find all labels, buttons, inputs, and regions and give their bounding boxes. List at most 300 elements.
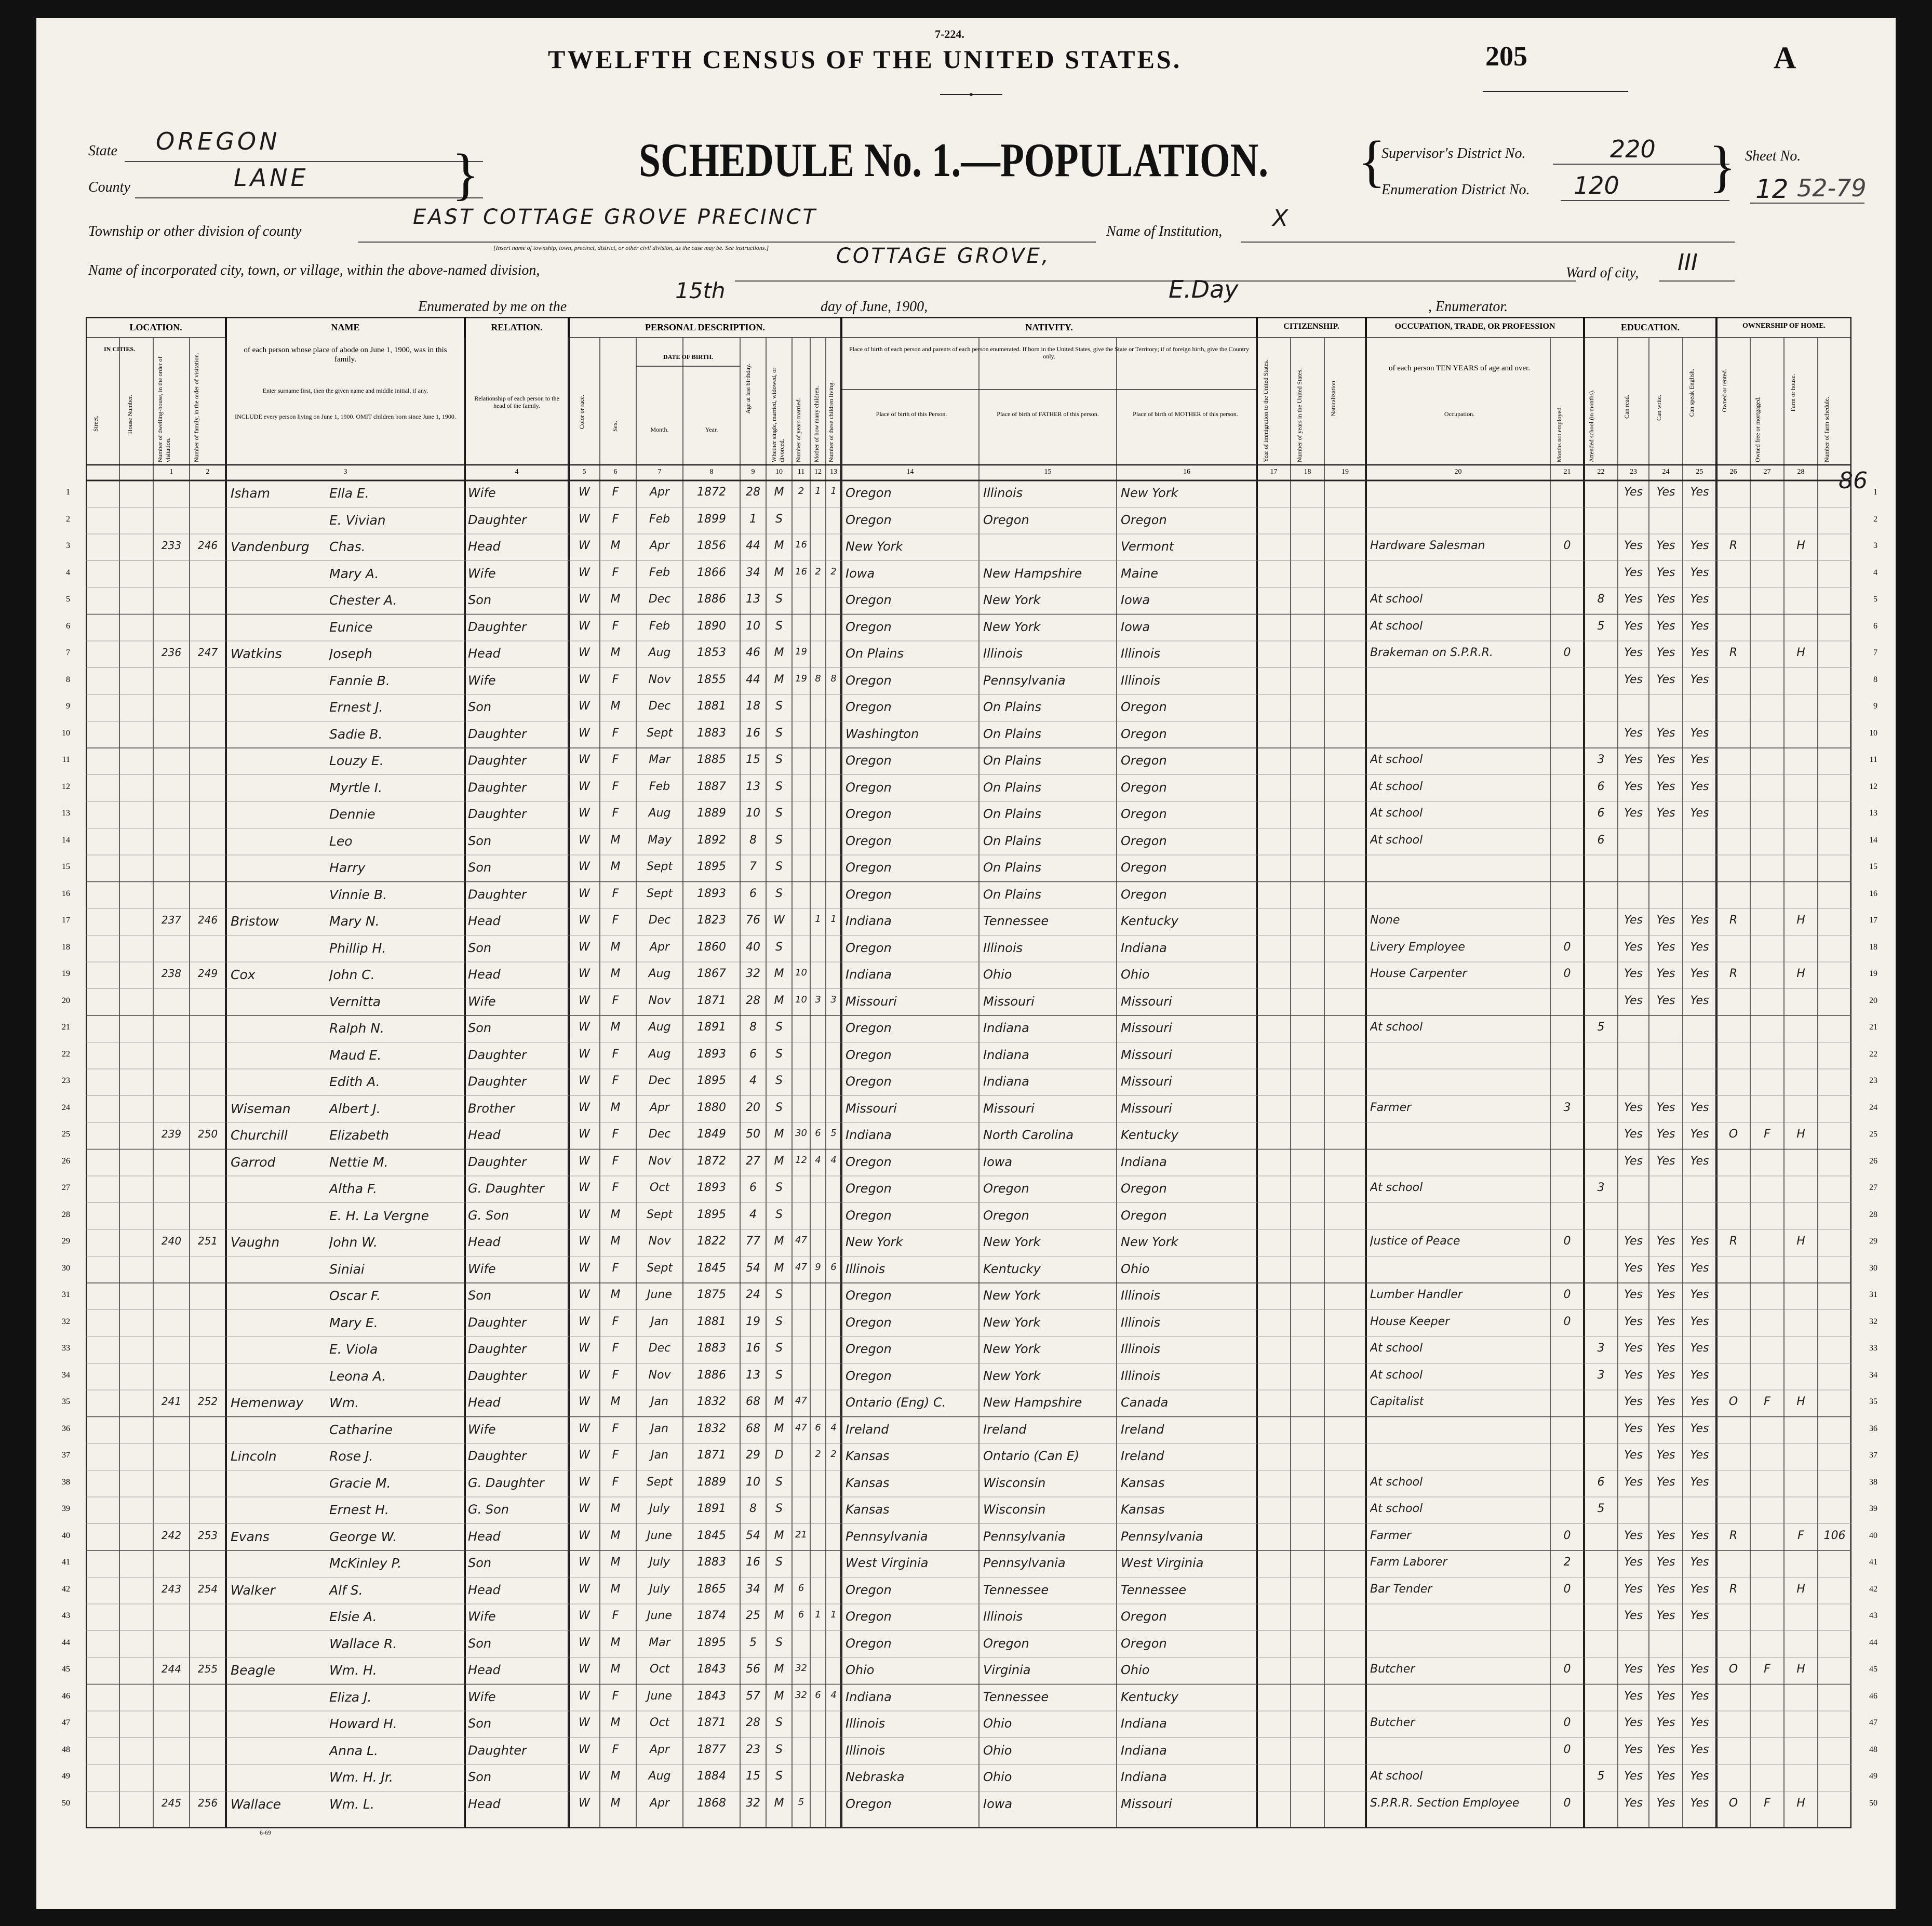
cell-age: 44 <box>746 539 760 552</box>
state-label: State <box>88 143 117 159</box>
cell-col: W <box>579 1609 590 1622</box>
family-number: 254 <box>197 1582 218 1595</box>
birthplace-person: Oregon <box>846 1181 892 1196</box>
cell-yr: 1856 <box>697 539 726 552</box>
birthplace-person: Kansas <box>846 1475 890 1490</box>
cell-sex: F <box>612 1449 619 1462</box>
birthplace-mother: Oregon <box>1121 1181 1167 1196</box>
column-number-13: 13 <box>830 468 837 476</box>
family-number: 249 <box>197 967 218 980</box>
cell-sex: M <box>610 700 621 713</box>
cell-col: W <box>579 1315 590 1328</box>
cell-yr: 1895 <box>697 1636 726 1649</box>
cell-mc: 4 <box>815 1154 821 1166</box>
line-number: 15 <box>62 862 70 871</box>
line-number-right: 37 <box>1869 1451 1877 1460</box>
line-number: 41 <box>62 1558 70 1567</box>
cell-age: 13 <box>746 1368 760 1382</box>
cell-mc: 2 <box>815 1449 821 1460</box>
birthplace-person: Pennsylvania <box>846 1529 928 1544</box>
relation: Head <box>468 1235 501 1249</box>
cell-un: 3 <box>1563 1101 1571 1114</box>
cap-can-write: Can write. <box>1655 395 1662 421</box>
cell-wr: Yes <box>1656 1582 1675 1596</box>
cell-yr: 1875 <box>697 1288 726 1301</box>
cell-wr: Yes <box>1656 1261 1675 1275</box>
line-number-right: 12 <box>1869 782 1877 791</box>
table-row <box>62 1524 1877 1551</box>
cell-wr: Yes <box>1656 1609 1675 1622</box>
cell-ms: S <box>775 1556 783 1569</box>
line-number: 34 <box>62 1370 70 1380</box>
cell-age: 76 <box>746 914 760 927</box>
group-personal: PERSONAL DESCRIPTION. <box>645 322 766 332</box>
line-number: 44 <box>62 1638 70 1647</box>
cell-fh: H <box>1796 1395 1805 1408</box>
line-number: 7 <box>66 648 70 657</box>
cell-col: W <box>579 566 590 579</box>
line-number-right: 21 <box>1869 1023 1877 1032</box>
cell-yr: 1871 <box>697 1449 726 1462</box>
cell-ym: 6 <box>798 1582 804 1594</box>
given-name: Elsie A. <box>329 1609 377 1624</box>
birthplace-father: New Hampshire <box>983 566 1082 581</box>
table-row <box>62 1711 1877 1738</box>
cell-ms: S <box>775 1181 783 1194</box>
dob-month: Month. <box>650 426 669 433</box>
birthplace-mother: Illinois <box>1121 673 1161 688</box>
table-row <box>62 962 1877 989</box>
birthplace-father: Tennessee <box>983 1689 1049 1704</box>
surname: Wallace <box>231 1796 281 1812</box>
cell-col: W <box>579 1796 590 1810</box>
line-number-right: 41 <box>1869 1558 1877 1567</box>
cell-wr: Yes <box>1656 673 1675 686</box>
cell-age: 16 <box>746 726 760 740</box>
cell-sc: 5 <box>1597 1021 1605 1034</box>
given-name: Anna L. <box>329 1743 378 1758</box>
cell-age: 54 <box>746 1261 760 1275</box>
relation: Head <box>468 539 501 554</box>
table-row <box>62 1577 1877 1604</box>
line-number-right: 18 <box>1869 942 1877 952</box>
cell-rd: Yes <box>1624 967 1643 980</box>
birthplace-father: Indiana <box>983 1074 1029 1089</box>
table-row <box>62 1390 1877 1417</box>
cell-yr: 1832 <box>697 1422 726 1435</box>
cell-un: 0 <box>1563 1796 1571 1810</box>
cell-sc: 3 <box>1597 1181 1605 1194</box>
cell-rd: Yes <box>1624 1609 1643 1622</box>
line-number-right: 36 <box>1869 1424 1877 1433</box>
occupation: Lumber Handler <box>1370 1288 1463 1301</box>
cell-en: Yes <box>1690 1235 1709 1248</box>
cell-rd: Yes <box>1624 1128 1643 1141</box>
cell-age: 40 <box>746 940 760 954</box>
table-row <box>62 1122 1877 1149</box>
birthplace-father: On Plains <box>983 726 1041 741</box>
cell-rd: Yes <box>1624 1261 1643 1275</box>
birthplace-mother: Missouri <box>1121 1074 1172 1089</box>
birthplace-mother: Oregon <box>1121 833 1167 848</box>
cell-col: W <box>579 1529 590 1542</box>
birthplace-person: Indiana <box>846 967 892 982</box>
surname: Watkins <box>231 646 282 661</box>
cell-mo: June <box>647 1689 672 1703</box>
line-number-right: 49 <box>1869 1772 1877 1781</box>
birthplace-mother: Missouri <box>1121 1047 1172 1062</box>
cell-mo: June <box>647 1609 672 1622</box>
table-row <box>62 1417 1877 1444</box>
cell-ms: M <box>774 1529 784 1542</box>
cell-ow: R <box>1729 1582 1738 1596</box>
occupation: Butcher <box>1370 1663 1415 1676</box>
cell-age: 46 <box>746 646 760 659</box>
birthplace-person: Indiana <box>846 914 892 928</box>
cell-rd: Yes <box>1624 1475 1643 1489</box>
cell-sex: F <box>612 753 619 766</box>
line-number-right: 8 <box>1873 675 1877 684</box>
family-number: 251 <box>197 1235 218 1247</box>
table-row <box>62 1015 1877 1042</box>
line-number: 22 <box>62 1049 70 1059</box>
group-in-cities: IN CITIES. <box>103 345 136 353</box>
cell-yr: 1885 <box>697 753 726 766</box>
relation: Daughter <box>468 1074 527 1089</box>
cap-farm-schedule: Number of farm schedule. <box>1823 397 1830 462</box>
relation: Daughter <box>468 1342 527 1356</box>
cell-sex: F <box>612 1154 619 1168</box>
birthplace-mother: Oregon <box>1121 726 1167 741</box>
given-name: Leona A. <box>329 1368 386 1384</box>
table-row <box>62 1310 1877 1337</box>
column-number-23: 23 <box>1630 468 1637 476</box>
group-ownership: OWNERSHIP OF HOME. <box>1742 322 1826 330</box>
enumeration-label: Enumeration District No. <box>1381 182 1530 198</box>
cell-wr: Yes <box>1656 1770 1675 1783</box>
table-row <box>62 721 1877 748</box>
cell-ym: 5 <box>798 1796 804 1808</box>
cell-ms: S <box>775 1716 783 1729</box>
given-name: George W. <box>329 1529 397 1544</box>
relation: Wife <box>468 1609 496 1624</box>
birthplace-mother: Missouri <box>1121 994 1172 1009</box>
cell-rd: Yes <box>1624 1154 1643 1168</box>
birthplace-person: New York <box>846 1235 903 1249</box>
birthplace-person: Oregon <box>846 1154 892 1169</box>
cell-col: W <box>579 1235 590 1248</box>
cell-col: W <box>579 1368 590 1382</box>
birthplace-person: Oregon <box>846 1021 892 1035</box>
cell-mo: Dec <box>648 593 671 606</box>
cap-street: Street. <box>92 416 99 432</box>
cell-un: 2 <box>1563 1556 1571 1569</box>
occupation: At school <box>1370 753 1423 766</box>
table-row <box>62 1283 1877 1310</box>
column-number-20: 20 <box>1454 468 1462 476</box>
birthplace-person: Oregon <box>846 887 892 902</box>
birthplace-person: Oregon <box>846 1047 892 1062</box>
cell-ms: S <box>775 512 783 526</box>
cell-mo: Apr <box>649 1101 670 1114</box>
cell-ms: S <box>775 593 783 606</box>
cell-ms: S <box>775 1475 783 1489</box>
occupation: Farmer <box>1370 1529 1412 1542</box>
cell-rd: Yes <box>1624 914 1643 927</box>
supervisor-label: Supervisor's District No. <box>1381 145 1526 162</box>
cell-col: W <box>579 994 590 1007</box>
cell-yr: 1883 <box>697 1556 726 1569</box>
cell-age: 27 <box>746 1154 760 1168</box>
cell-en: Yes <box>1690 1663 1709 1676</box>
birthplace-person: New York <box>846 539 903 554</box>
birthplace-mother: Kentucky <box>1121 1128 1178 1142</box>
line-number: 31 <box>62 1290 70 1299</box>
table-row <box>62 1069 1877 1096</box>
cell-age: 28 <box>746 994 760 1007</box>
cell-age: 10 <box>746 1475 760 1489</box>
cell-ms: S <box>775 1743 783 1756</box>
cell-col: W <box>579 780 590 793</box>
cell-cl: 5 <box>830 1128 837 1139</box>
cell-col: W <box>579 1475 590 1489</box>
cell-wr: Yes <box>1656 1796 1675 1810</box>
line-number-right: 15 <box>1869 862 1877 871</box>
column-number-6: 6 <box>613 468 618 476</box>
given-name: Altha F. <box>329 1181 378 1196</box>
line-number-right: 33 <box>1869 1344 1877 1353</box>
birthplace-person: Oregon <box>846 1796 892 1811</box>
cell-age: 4 <box>749 1074 757 1087</box>
occupation: Butcher <box>1370 1716 1415 1729</box>
title-ornament <box>556 90 1387 94</box>
line-number: 42 <box>62 1584 70 1594</box>
cell-yr: 1872 <box>697 486 726 499</box>
cell-age: 6 <box>749 1047 757 1061</box>
birthplace-father: On Plains <box>983 860 1041 875</box>
cell-ow: O <box>1728 1128 1738 1141</box>
given-name: Dennie <box>329 807 375 822</box>
birthplace-father: Oregon <box>983 1636 1029 1651</box>
cell-ms: S <box>775 700 783 713</box>
cell-sc: 6 <box>1597 833 1605 847</box>
birthplace-mother: Indiana <box>1121 1716 1167 1731</box>
cell-mo: Aug <box>648 1021 671 1034</box>
cap-can-read: Can read. <box>1623 395 1630 419</box>
cell-ms: W <box>773 914 785 927</box>
cell-wr: Yes <box>1656 1395 1675 1408</box>
cell-sex: F <box>612 1743 619 1756</box>
column-number-16: 16 <box>1183 468 1190 476</box>
occupation: At school <box>1370 1502 1423 1515</box>
given-name: Fannie B. <box>329 673 390 688</box>
cell-ms: S <box>775 860 783 873</box>
cell-col: W <box>579 1716 590 1729</box>
cell-ms: M <box>774 1235 784 1248</box>
group-occupation: OCCUPATION, TRADE, OR PROFESSION <box>1394 322 1555 331</box>
birthplace-person: Indiana <box>846 1128 892 1142</box>
cell-cl: 4 <box>830 1422 837 1433</box>
given-name: Phillip H. <box>329 940 386 956</box>
occupation: At school <box>1370 1342 1423 1355</box>
birthplace-father: Illinois <box>983 1609 1023 1624</box>
cap-farm-house: Farm or house. <box>1789 374 1796 412</box>
cell-rd: Yes <box>1624 1395 1643 1408</box>
relation: Son <box>468 1021 492 1035</box>
cell-sex: M <box>610 1208 621 1221</box>
cell-age: 20 <box>746 1101 760 1114</box>
line-number: 16 <box>62 889 70 898</box>
birth-father: Place of birth of FATHER of this person. <box>997 410 1099 418</box>
birthplace-father: On Plains <box>983 887 1041 902</box>
line-number: 14 <box>62 835 70 845</box>
cell-yr: 1887 <box>697 780 726 793</box>
table-row <box>62 935 1877 962</box>
birthplace-mother: Illinois <box>1121 646 1161 661</box>
institution-value: X <box>1272 205 1289 232</box>
cell-mc: 3 <box>815 994 821 1005</box>
birthplace-person: Oregon <box>846 940 892 955</box>
cell-mc: 9 <box>815 1261 821 1273</box>
enumerator-label: , Enumerator. <box>1428 299 1508 315</box>
cell-un: 0 <box>1563 1663 1571 1676</box>
dwelling-number: 237 <box>161 914 182 926</box>
cell-sex: M <box>610 1663 621 1676</box>
line-number: 20 <box>62 996 70 1005</box>
cell-ms: S <box>775 807 783 820</box>
occupation: Capitalist <box>1370 1395 1424 1408</box>
cell-ms: S <box>775 1074 783 1087</box>
birthplace-mother: Canada <box>1121 1395 1169 1410</box>
relation: Son <box>468 700 492 714</box>
cell-ms: M <box>774 1663 784 1676</box>
birthplace-person: Oregon <box>846 1315 892 1330</box>
birthplace-mother: Iowa <box>1121 619 1150 634</box>
cap-attended-school: Attended school (in months). <box>1588 390 1595 462</box>
cell-cl: 2 <box>830 566 837 577</box>
table-row <box>62 1657 1877 1684</box>
cell-un: 0 <box>1563 1288 1571 1301</box>
cell-wr: Yes <box>1656 994 1675 1007</box>
table-row <box>66 694 1877 721</box>
line-number-right: 31 <box>1869 1290 1877 1299</box>
relation: Daughter <box>468 807 527 821</box>
cap-marital: Whether single, married, widowed, or divorced. <box>770 367 785 462</box>
cap-age: Age at last birthday. <box>744 364 752 414</box>
birthplace-mother: Oregon <box>1121 1636 1167 1651</box>
birthplace-father: New York <box>983 1368 1041 1383</box>
cell-ms: M <box>774 1609 784 1622</box>
birthplace-mother: Oregon <box>1121 753 1167 768</box>
birthplace-mother: Pennsylvania <box>1121 1529 1203 1544</box>
group-name: NAME <box>331 322 360 332</box>
relation: G. Son <box>468 1502 509 1517</box>
cell-en: Yes <box>1690 1770 1709 1783</box>
column-number-15: 15 <box>1044 468 1052 476</box>
cell-col: W <box>579 1689 590 1703</box>
given-name: Maud E. <box>329 1047 382 1063</box>
cap-can-speak: Can speak English. <box>1688 369 1695 417</box>
given-name: Vernitta <box>329 994 381 1009</box>
cell-mo: Jan <box>651 1315 668 1328</box>
cell-rd: Yes <box>1624 807 1643 820</box>
dwelling-number: 233 <box>161 539 182 552</box>
cell-sex: M <box>610 1796 621 1810</box>
given-name: Howard H. <box>329 1716 397 1731</box>
cell-col: W <box>579 1636 590 1649</box>
birthplace-person: Oregon <box>846 807 892 821</box>
surname: Vandenburg <box>231 539 310 554</box>
line-number: 37 <box>62 1451 70 1460</box>
cell-col: W <box>579 1128 590 1141</box>
cell-rd: Yes <box>1624 1796 1643 1810</box>
line-number-right: 13 <box>1869 809 1877 818</box>
cell-age: 54 <box>746 1529 760 1542</box>
cell-yr: 1843 <box>697 1689 726 1703</box>
birthplace-person: Oregon <box>846 833 892 848</box>
birthplace-mother: Missouri <box>1121 1796 1172 1811</box>
occupation: At school <box>1370 1475 1423 1489</box>
birthplace-person: Illinois <box>846 1743 886 1758</box>
cell-un: 0 <box>1563 1582 1571 1596</box>
birthplace-person: Oregon <box>846 619 892 634</box>
relation: Head <box>468 914 501 928</box>
cell-ym: 10 <box>795 994 807 1005</box>
occupation-desc: of each person TEN YEARS of age and over. <box>1388 364 1530 372</box>
birthplace-mother: New York <box>1121 486 1178 500</box>
cell-yr: 1895 <box>697 1208 726 1221</box>
cell-yr: 1886 <box>697 1368 726 1382</box>
cell-ms: M <box>774 1128 784 1141</box>
birthplace-mother: Oregon <box>1121 1609 1167 1624</box>
line-number: 21 <box>62 1023 70 1032</box>
cell-ms: S <box>775 1101 783 1114</box>
given-name: E. Viola <box>329 1342 378 1357</box>
cell-mc: 6 <box>815 1689 821 1701</box>
given-name: Leo <box>329 833 353 849</box>
cell-en: Yes <box>1690 619 1709 633</box>
line-number: 47 <box>62 1718 70 1727</box>
cell-yr: 1880 <box>697 1101 726 1114</box>
cell-col: W <box>579 914 590 927</box>
birthplace-father: Pennsylvania <box>983 1529 1066 1544</box>
birthplace-father: Illinois <box>983 940 1023 955</box>
table-row <box>62 828 1877 855</box>
dwelling-number: 241 <box>161 1395 182 1408</box>
cell-en: Yes <box>1690 994 1709 1007</box>
cell-sc: 6 <box>1597 780 1605 793</box>
birthplace-mother: Oregon <box>1121 780 1167 795</box>
cell-wr: Yes <box>1656 1475 1675 1489</box>
cell-wr: Yes <box>1656 914 1675 927</box>
cell-mo: Sept <box>646 887 673 900</box>
relation: Head <box>468 1796 501 1811</box>
line-number-right: 4 <box>1873 568 1877 577</box>
cell-en: Yes <box>1690 1395 1709 1408</box>
cell-sc: 3 <box>1597 753 1605 766</box>
cell-ms: M <box>774 539 784 552</box>
table-row <box>62 908 1877 935</box>
given-name: McKinley P. <box>329 1556 402 1571</box>
cell-en: Yes <box>1690 780 1709 793</box>
cell-col: W <box>579 1101 590 1114</box>
line-number: 25 <box>62 1130 70 1139</box>
cell-un: 0 <box>1563 539 1571 552</box>
cell-fh: H <box>1796 1796 1805 1810</box>
line-number: 4 <box>66 568 70 577</box>
cell-rd: Yes <box>1624 1556 1643 1569</box>
census-title: TWELFTH CENSUS OF THE UNITED STATES. <box>548 45 1182 74</box>
